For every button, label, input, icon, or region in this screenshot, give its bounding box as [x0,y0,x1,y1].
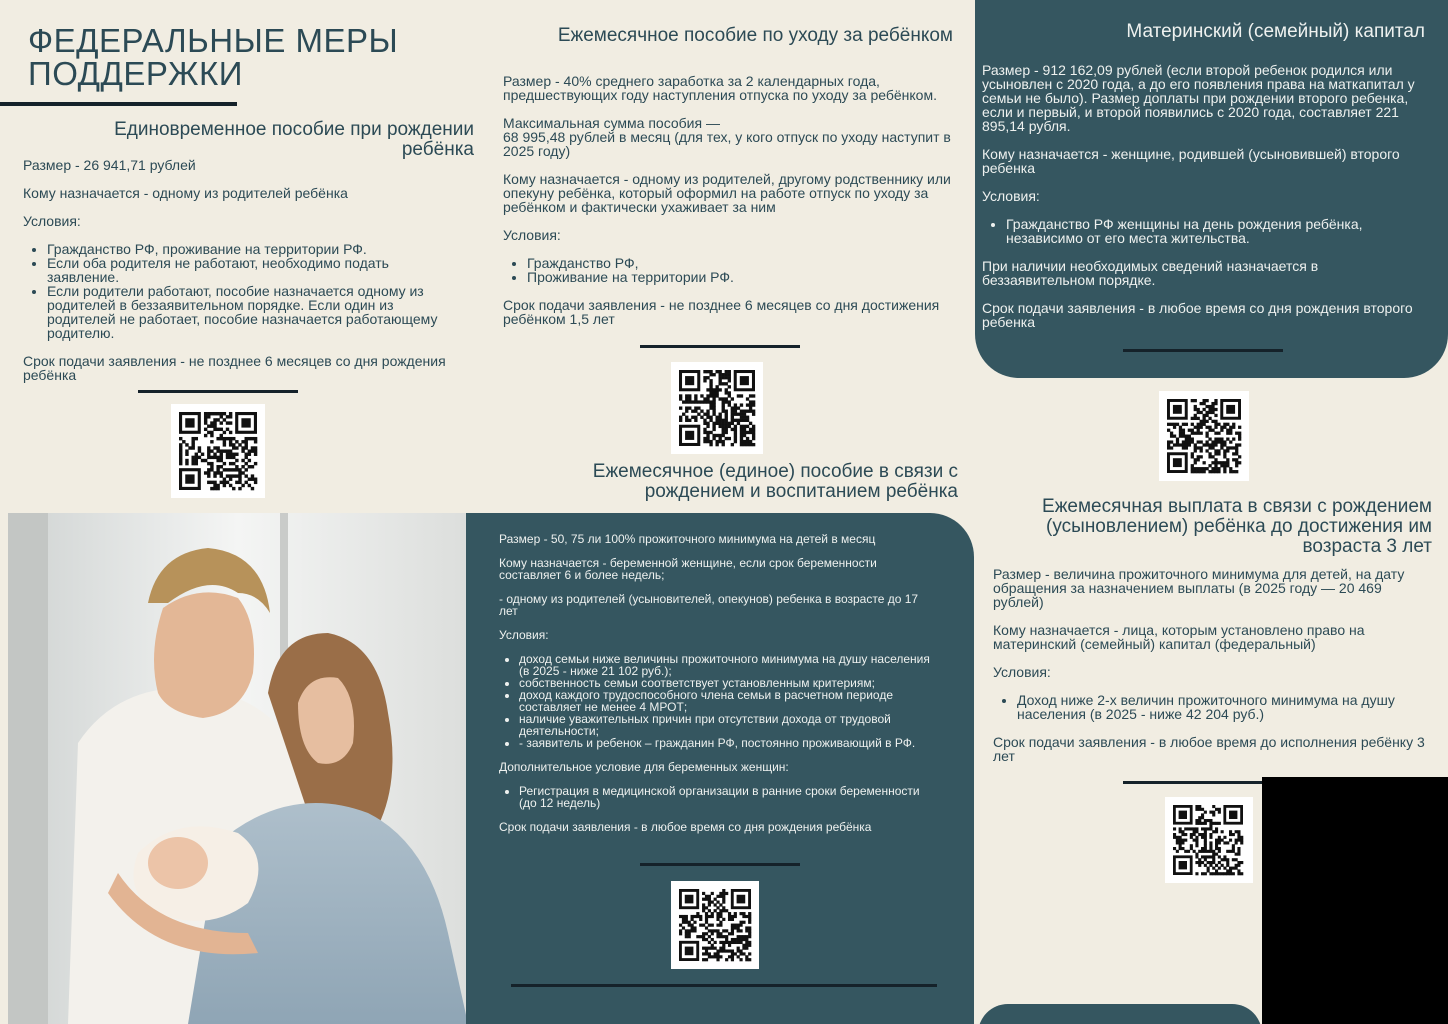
black-block [1262,777,1448,1024]
unified-conditions-list [519,653,939,749]
divider [1123,781,1268,784]
divider [640,345,800,348]
list-item: • собственность семьи соответствует установленным критериям; [519,677,939,689]
care-conditions-list [527,256,953,284]
list-item: • доход семьи ниже величины прожиточного минимума на душу населения (в 2025 - ниже 21 102 руб.); [519,653,939,677]
under3-section [993,567,1433,777]
unified-extra-label: Дополнительное условие для беременных женщин: [499,760,789,774]
list-item: • наличие уважительных причин при отсутствии дохода от трудовой деятельности; [519,713,939,737]
care-section [503,74,953,340]
divider [511,984,937,987]
one-time-qr-code[interactable] [171,404,265,498]
care-who: Кому назначается - одному из родителей, другому родственнику или опекуну ребёнка, который оформил на работе отпуск по уходу за ребёнком и фактически ухаживает за ним [503,171,951,215]
list-item: • Если родители работают, пособие назначается одному из родителей в беззаявительном порядке. Если один из родителей не работает, пособие назначается работающему родителю. [47,284,463,340]
one-time-conditions-label: Условия: [23,213,81,229]
unified-who2: - одному из родителей (усыновителей, опекунов) ребенка в возрасте до 17 лет [499,592,919,618]
care-max: Максимальная сумма пособия — 68 995,48 рублей в месяц (для тех, у кого отпуск по уходу наступит в 2025 году) [503,115,951,159]
maternity-deadline: Срок подачи заявления - в любое время со дня рождения второго ребенка [982,300,1413,330]
maternity-note: При наличии необходимых сведений назначается в беззаявительном порядке. [982,258,1319,288]
unified-deadline: Срок подачи заявления - в любое время со дня рождения ребёнка [499,820,872,834]
under3-qr-code[interactable] [1165,797,1253,883]
under3-conditions-list [1017,693,1433,721]
list-item: • Гражданство РФ женщины на день рождения ребёнка, независимо от его места жительства. [1006,217,1428,245]
care-deadline: Срок подачи заявления - не позднее 6 месяцев со дня достижения ребёнком 1,5 лет [503,297,940,327]
under3-heading: Ежемесячная выплата в связи с рождением (усыновлением) ребёнка до достижения им возраста 3 лет [1042,496,1432,557]
list-item: • Доход ниже 2-х величин прожиточного минимума на душу населения (в 2025 - ниже 42 204 руб.) [1017,693,1433,721]
maternity-section [982,63,1428,343]
one-time-deadline: Срок подачи заявления - не позднее 6 месяцев со дня рождения ребёнка [23,353,446,383]
maternity-who: Кому назначается - женщине, родившей (усыновившей) второго ребенка [982,146,1400,176]
one-time-section [23,158,463,396]
under3-deadline: Срок подачи заявления - в любое время до исполнения ребёнку 3 лет [993,734,1425,764]
one-time-conditions-list [47,242,463,340]
one-time-who: Кому назначается - одному из родителей ребёнка [23,185,348,201]
unified-size: Размер - 50, 75 ли 100% прожиточного минимума на детей в месяц [499,532,876,546]
unified-conditions-label: Условия: [499,628,549,642]
under3-who: Кому назначается - лица, которым установлено право на материнский (семейный) капитал (федеральный) [993,622,1365,652]
maternity-size: Размер - 912 162,09 рублей (если второй ребенок родился или усыновлен с 2020 года, а до его появления права на маткапитал у семьи не было). Размер доплаты при рождении второго ребенка, если и первый, и второй появились с 2020 года, составляет 221 895,14 рубля. [982,62,1415,134]
list-item: • Гражданство РФ, [527,256,953,270]
care-conditions-label: Условия: [503,227,561,243]
family-photo [8,513,468,1024]
unified-section [499,533,939,847]
list-item: • Если оба родителя не работают, необходимо подать заявление. [47,256,463,284]
list-item: • доход каждого трудоспособного члена семьи в расчетном периоде составляет не менее 4 МРОТ; [519,689,939,713]
one-time-size: Размер - 26 941,71 рублей [23,157,196,173]
maternity-conditions-label: Условия: [982,188,1040,204]
care-heading: Ежемесячное пособие по уходу за ребёнком [557,25,953,46]
unified-extra-list [519,785,939,809]
divider [640,863,800,866]
maternity-qr-code[interactable] [1159,391,1249,481]
under3-size: Размер - величина прожиточного минимума для детей, на дату обращения за назначением выплаты (в 2025 году — 20 469 рублей) [993,566,1405,610]
unified-heading: Ежемесячное (единое) пособие в связи с рождением и воспитанием ребёнка [592,461,958,502]
list-item: • - заявитель и ребенок – гражданин РФ, постоянно проживающий в РФ. [519,737,939,749]
maternity-heading: Материнский (семейный) капитал [1126,21,1425,42]
care-size: Размер - 40% среднего заработка за 2 календарных года, предшествующих году наступления отпуска по уходу за ребёнком. [503,73,937,103]
list-item: • Регистрация в медицинской организации в ранние сроки беременности (до 12 недель) [519,785,939,809]
divider [1123,349,1283,352]
under3-conditions-label: Условия: [993,664,1051,680]
page-title: ФЕДЕРАЛЬНЫЕ МЕРЫ ПОДДЕРЖКИ [28,22,399,92]
list-item: • Гражданство РФ, проживание на территории РФ. [47,242,463,256]
maternity-conditions-list [1006,217,1428,245]
one-time-heading: Единовременное пособие при рождении ребёнка [114,119,474,160]
unified-qr-code[interactable] [671,881,759,969]
unified-who: Кому назначается - беременной женщине, если срок беременности составляет 6 и более недель; [499,556,877,582]
bottom-panel-edge [978,1004,1262,1024]
care-qr-code[interactable] [671,362,763,454]
divider [138,390,298,393]
title-underline [0,102,237,106]
list-item: • Проживание на территории РФ. [527,270,953,284]
